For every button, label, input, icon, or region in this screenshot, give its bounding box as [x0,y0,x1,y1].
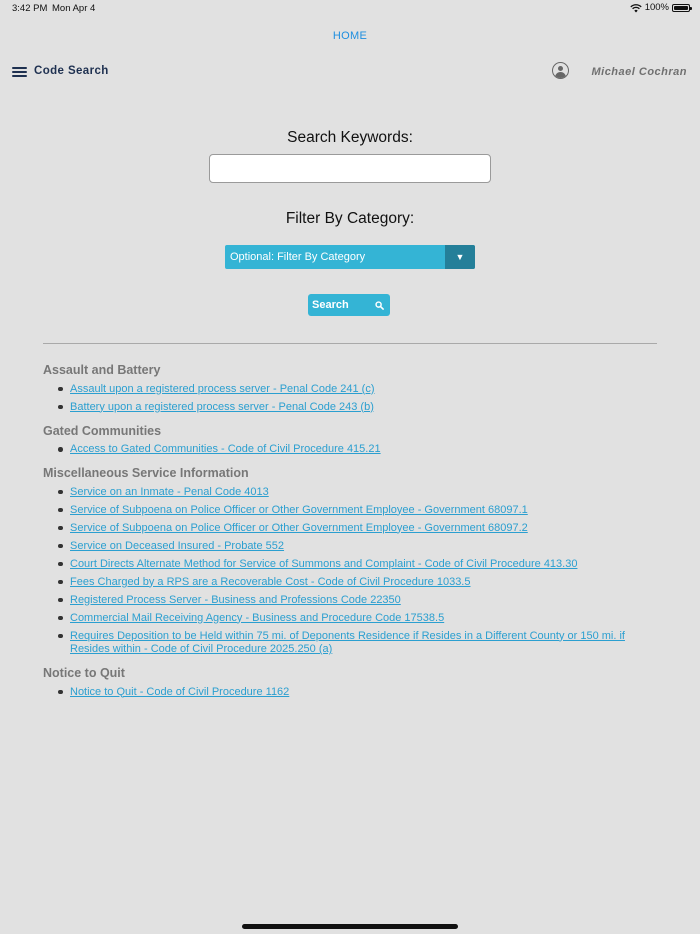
list-item [43,686,663,700]
code-link[interactable]: Commercial Mail Receiving Agency - Business and Procedure Code 17538.5 [70,611,445,624]
status-time: 3:42 PM [12,3,48,14]
bullet-icon [58,580,63,585]
search-results [43,362,663,702]
wifi-icon [630,3,642,13]
nav-bar [0,60,700,84]
status-bar [0,0,700,18]
bullet-icon [58,562,63,567]
result-list [43,443,663,457]
section-title: Miscellaneous Service Information [43,466,249,480]
bullet-icon [58,598,63,603]
home-indicator[interactable] [242,924,458,929]
page-title: Code Search [34,65,109,77]
list-item [43,540,663,554]
bullet-icon [58,490,63,495]
code-link[interactable]: Access to Gated Communities - Code of Civil Procedure 415.21 [70,443,381,455]
list-item [43,443,663,457]
hamburger-menu-icon[interactable] [12,67,27,77]
user-name[interactable]: Michael Cochran [591,66,687,78]
code-link[interactable]: Battery upon a registered process server - Penal Code 243 (b) [70,400,374,413]
list-item [43,594,663,608]
status-date: Mon Apr 4 [52,3,96,14]
battery-icon [672,4,690,12]
category-select[interactable] [225,245,475,269]
search-button-label: Search [312,299,349,311]
code-link[interactable]: Registered Process Server - Business and Professions Code 22350 [70,593,401,606]
bullet-icon [58,387,63,392]
list-item [43,576,663,590]
bullet-icon [58,526,63,531]
section-title: Gated Communities [43,423,162,438]
bullet-icon [58,634,63,639]
code-link[interactable]: Fees Charged by a RPS are a Recoverable Cost - Code of Civil Procedure 1033.5 [70,575,471,588]
bullet-icon [58,447,63,452]
list-item [43,504,663,518]
triangle-down-icon[interactable]: ▼ [445,245,475,269]
code-link[interactable]: Notice to Quit - Code of Civil Procedure 1162 [70,685,290,698]
list-item [43,522,663,536]
list-item [43,486,663,500]
home-link[interactable]: HOME [332,30,368,42]
list-item [43,612,663,626]
list-item [43,401,663,415]
list-item [43,558,663,572]
bullet-icon [58,544,63,549]
section-title: Assault and Battery [43,363,161,377]
result-list [43,686,663,700]
section-title: Notice to Quit [43,666,125,680]
code-link[interactable]: Court Directs Alternate Method for Service of Summons and Complaint - Code of Civil Procedure 413.30 [70,557,578,570]
code-link[interactable]: Requires Deposition to be Held within 75 mi. of Deponents Residence if Resides in a Different County or 150 mi. if Resides within - Code of Civil Procedure 2025.250 (a) [70,629,625,655]
code-link[interactable]: Service of Subpoena on Police Officer or Other Government Employee - Government 68097.1 [70,503,528,516]
category-select-value: Optional: Filter By Category [230,251,366,263]
filter-category-label: Filter By Category: [285,210,415,227]
search-keywords-label: Search Keywords: [287,129,413,146]
divider [43,343,657,344]
bullet-icon [58,508,63,513]
search-icon [375,301,384,310]
code-link[interactable]: Assault upon a registered process server - Penal Code 241 (c) [70,382,375,395]
code-link[interactable]: Service on an Inmate - Penal Code 4013 [70,485,269,498]
bullet-icon [58,616,63,621]
result-list [43,383,663,415]
battery-percent: 100% [644,2,669,13]
code-link[interactable]: Service of Subpoena on Police Officer or Other Government Employee - Government 68097.2 [70,521,528,534]
list-item [43,383,663,397]
bullet-icon [58,690,63,695]
user-avatar-icon[interactable] [552,62,569,79]
search-button[interactable] [308,294,390,316]
result-list [43,486,663,657]
search-keywords-input[interactable] [209,154,491,183]
list-item [43,630,663,657]
bullet-icon [58,405,63,410]
status-indicators [630,2,690,13]
code-link[interactable]: Service on Deceased Insured - Probate 552 [70,539,285,552]
